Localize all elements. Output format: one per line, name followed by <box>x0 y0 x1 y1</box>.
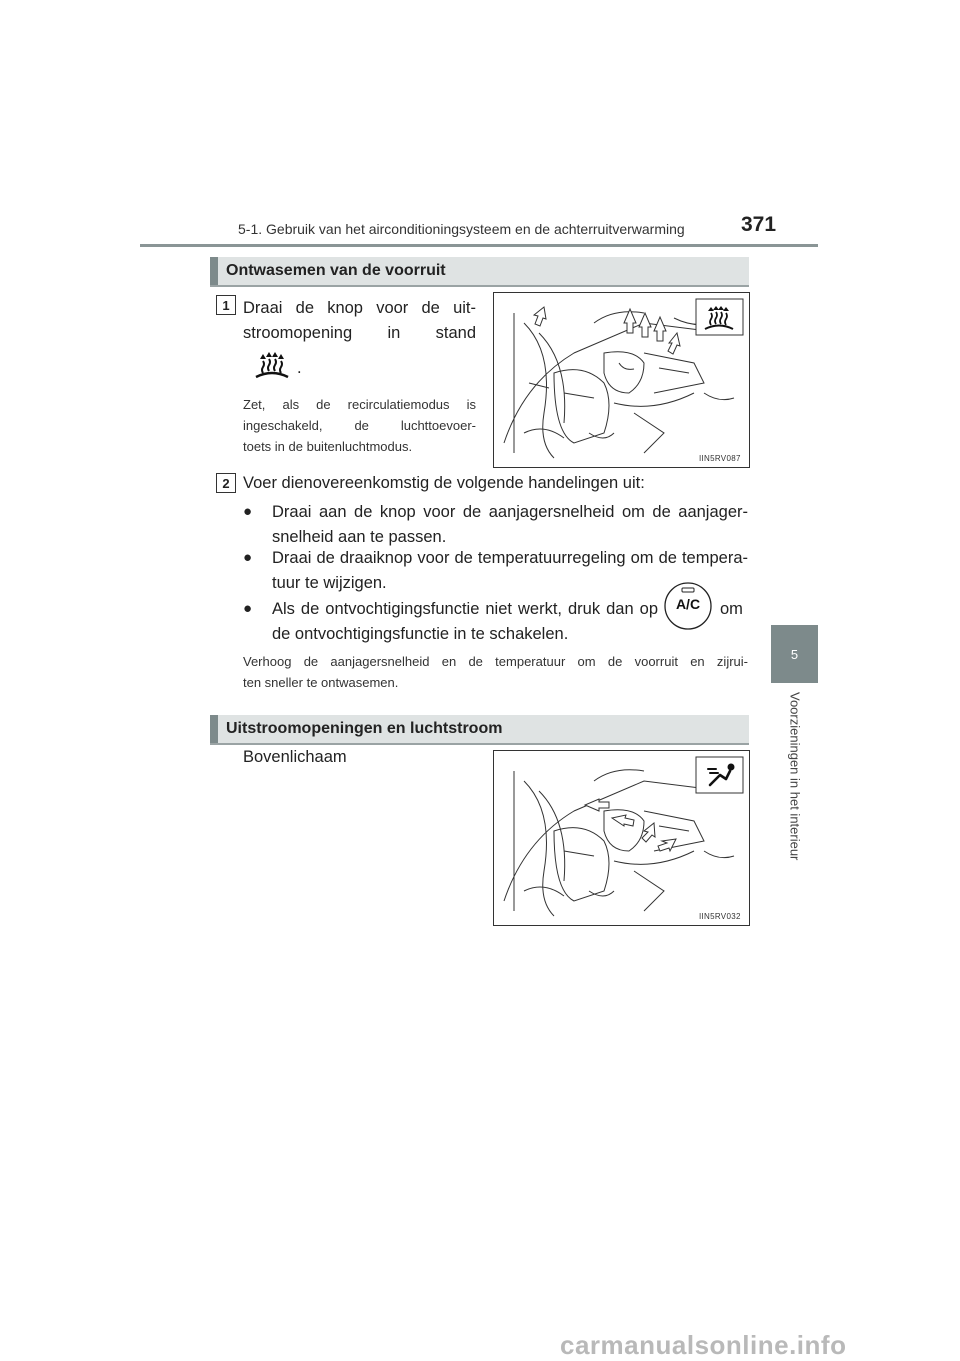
bullet-2-line2: tuur te wijzigen. <box>272 574 387 592</box>
figure-code-2: IIN5RV032 <box>699 912 741 921</box>
figure-code-1: IIN5RV087 <box>699 454 741 463</box>
section-heading-outlets <box>210 715 749 745</box>
section-heading-outlets-text: Uitstroomopeningen en luchtstroom <box>226 720 503 737</box>
bullet-3-om: om <box>720 600 743 618</box>
step1-period: . <box>297 359 302 377</box>
step1-note-line2: ingeschakeld, de luchttoevoer- <box>243 418 476 433</box>
step1-line1: Draai de knop voor de uit- <box>243 299 476 317</box>
step1-note-line3: toets in de buitenluchtmodus. <box>243 439 413 454</box>
bullet-3-line2: de ontvochtigingsfunctie in te schakelen. <box>272 625 569 643</box>
figure-defrost-airflow <box>493 292 750 468</box>
step-badge-1: 1 <box>216 295 236 315</box>
bullet-2-marker: ● <box>243 549 253 566</box>
ac-button-label: A/C <box>675 596 701 612</box>
step1-line2: stroomopening in stand <box>243 324 476 342</box>
section-heading-defrost-text: Ontwasemen van de voorruit <box>226 262 446 279</box>
step-badge-2: 2 <box>216 473 236 493</box>
watermark: carmanualsonline.info <box>560 1330 847 1360</box>
chapter-side-label-text: Voorzieningen in het interieur <box>787 692 803 861</box>
step2-intro: Voer dienovereenkomstig de volgende handelingen uit: <box>243 474 645 492</box>
car-interior-illustration-2 <box>494 751 749 925</box>
bullet-1-line2: snelheid aan te passen. <box>272 528 447 546</box>
bullet-1-line1: Draai aan de knop voor de aanjagersnelheid om de aanjager- <box>272 503 748 521</box>
mode-label-upper-body: Bovenlichaam <box>243 748 347 766</box>
tip-line2: ten sneller te ontwasemen. <box>243 675 399 690</box>
car-interior-illustration <box>494 293 749 467</box>
figure-upper-body-airflow <box>493 750 750 926</box>
chapter-side-label <box>785 692 805 882</box>
section-heading-defrost <box>210 257 749 287</box>
tip-line1: Verhoog de aanjagersnelheid en de temperatuur om de voorruit en zijrui- <box>243 654 748 669</box>
bullet-1-marker: ● <box>243 503 253 520</box>
windshield-defrost-icon <box>252 349 292 383</box>
header-rule <box>140 244 818 247</box>
bullet-3-line1: Als de ontvochtigingsfunctie niet werkt, druk dan op <box>272 600 658 618</box>
page-number: 371 <box>741 213 777 236</box>
running-header: 5-1. Gebruik van het airconditioningsysteem en de achterruitverwarming <box>238 221 685 237</box>
step1-note-line1: Zet, als de recirculatiemodus is <box>243 397 476 412</box>
chapter-tab[interactable]: 5 <box>771 625 818 683</box>
bullet-3-marker: ● <box>243 600 253 617</box>
bullet-2-line1: Draai de draaiknop voor de temperatuurregeling om de tempera- <box>272 549 748 567</box>
